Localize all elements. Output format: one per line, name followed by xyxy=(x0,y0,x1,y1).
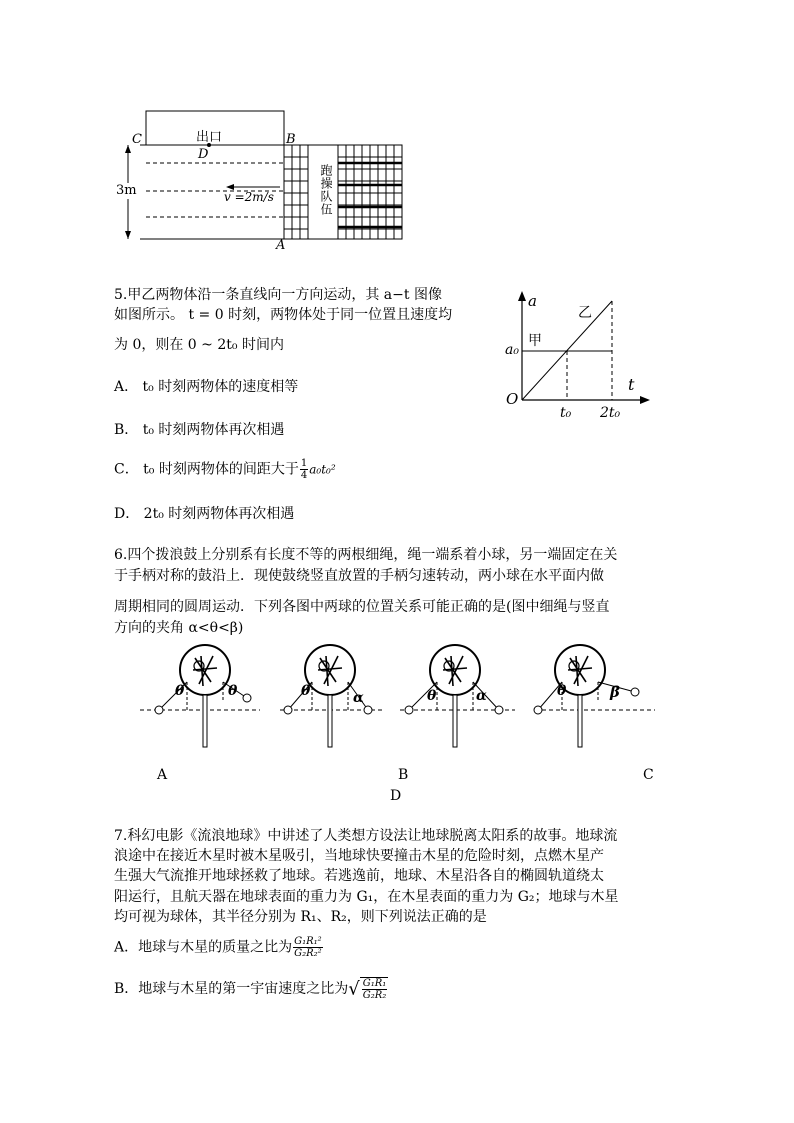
fig-label-b: B xyxy=(398,767,409,783)
sqrt-radicand xyxy=(360,977,389,1001)
frac-numerator: 1 xyxy=(300,458,308,469)
label-D: D xyxy=(198,147,209,162)
q7-line1: 7.科幻电影《流浪地球》中讲述了人类想方设法让地球脱离太阳系的故事。地球流 xyxy=(114,828,618,844)
drum-figure-4 xyxy=(534,645,655,747)
label-exit: 出口 xyxy=(196,130,223,145)
q5-line3: 为 0，则在 0 ~ 2t₀ 时间内 xyxy=(114,337,284,353)
graph-a0-label: a₀ xyxy=(505,342,519,358)
q7-option-a-fraction xyxy=(293,936,323,959)
fig2-left-angle: θ xyxy=(301,683,311,699)
drum-figure-1 xyxy=(140,645,260,747)
fig3-left-angle: θ xyxy=(427,688,437,704)
fig-label-d: D xyxy=(390,788,402,804)
graph-a-label: a xyxy=(528,292,537,310)
q7-option-b-text: B．地球与木星的第一宇宙速度之比为 xyxy=(114,981,349,997)
q7-line2: 浪途中在接近木星时被木星吸引，当地球快要撞击木星的危险时刻，点燃木星产 xyxy=(114,848,604,864)
q6-line1: 6.四个拨浪鼓上分别系有长度不等的两根细绳，绳一端系着小球，另一端固定在关 xyxy=(114,547,618,563)
q6-line4: 方向的夹角 α<θ<β) xyxy=(114,620,244,636)
fig1-left-angle: θ xyxy=(175,683,185,699)
drum-figure-2 xyxy=(280,645,385,747)
q6-line2: 于手柄对称的鼓沿上．现使鼓绕竖直放置的手柄匀速转动，两小球在水平面内做 xyxy=(114,568,604,584)
frac-numerator: G₁R₁ xyxy=(362,978,387,989)
q7-option-a-text: A．地球与木星的质量之比为 xyxy=(114,939,293,956)
exit-figure xyxy=(110,105,410,255)
q5-option-a: A． t₀ 时刻两物体的速度相等 xyxy=(114,379,299,395)
q5-line2: 如图所示。 t = 0 时刻，两物体处于同一位置且速度均 xyxy=(114,307,453,323)
fig2-right-angle: α xyxy=(353,690,364,706)
label-velocity: v =2m/s xyxy=(224,190,274,204)
graph-t-label: t xyxy=(628,375,635,394)
q7-option-b-sqrt xyxy=(348,977,388,1001)
label-team: 跑操队伍 xyxy=(319,164,333,216)
q5-option-c-fraction xyxy=(300,458,308,481)
fig-label-c: C xyxy=(643,767,654,783)
frac-denominator: G₂R₂ xyxy=(362,990,387,1001)
fig3-right-angle: α xyxy=(476,688,487,704)
graph-jia-label: 甲 xyxy=(528,333,542,349)
q7-line3: 生强大气流推开地球拯救了地球。若逃逸前，地球、木星沿各自的椭圆轨道绕太 xyxy=(114,868,604,884)
q5-option-b: B． t₀ 时刻两物体再次相遇 xyxy=(114,422,285,438)
drum-figure-3 xyxy=(400,645,515,747)
q5-option-c xyxy=(114,458,336,481)
q5-option-c-text: C． t₀ 时刻两物体的间距大于 xyxy=(114,461,299,478)
q5-option-c-tail: a₀t₀² xyxy=(309,462,336,477)
q7-option-a xyxy=(114,936,324,959)
label-C: C xyxy=(132,132,142,147)
label-A: A xyxy=(276,238,286,253)
q7-line4: 阳运行，且航天器在地球表面的重力为 G₁，在木星表面的重力为 G₂；地球与木星 xyxy=(114,889,619,905)
q6-line3: 周期相同的圆周运动．下列各图中两球的位置关系可能正确的是(图中细绳与竖直 xyxy=(114,599,610,615)
label-width: 3m xyxy=(116,183,137,198)
q7-option-b-fraction xyxy=(362,978,388,1001)
fig1-right-angle: θ xyxy=(228,683,238,699)
graph-t0-label: t₀ xyxy=(560,405,572,421)
q5-line1: 5.甲乙两物体沿一条直线向一方向运动，其 a−t 图像 xyxy=(114,287,442,303)
frac-denominator: G₂R₂² xyxy=(294,948,322,959)
graph-origin-label: O xyxy=(506,390,519,408)
fig4-right-angle: β xyxy=(610,683,620,701)
frac-denominator: 4 xyxy=(300,470,308,481)
q6-drum-figures xyxy=(140,640,660,755)
label-B: B xyxy=(286,132,296,147)
frac-numerator: G₁R₁² xyxy=(294,936,322,947)
graph-yi-label: 乙 xyxy=(578,305,592,321)
sqrt-sign: √ xyxy=(348,978,360,1000)
q7-option-b xyxy=(114,977,388,1001)
q7-line5: 均可视为球体，其半径分别为 R₁、R₂，则下列说法正确的是 xyxy=(114,909,487,925)
graph-2t0-label: 2t₀ xyxy=(600,405,621,421)
fig-label-a: A xyxy=(157,767,168,783)
fig4-left-angle: θ xyxy=(557,683,567,699)
q5-option-d: D． 2t₀ 时刻两物体再次相遇 xyxy=(114,506,295,522)
